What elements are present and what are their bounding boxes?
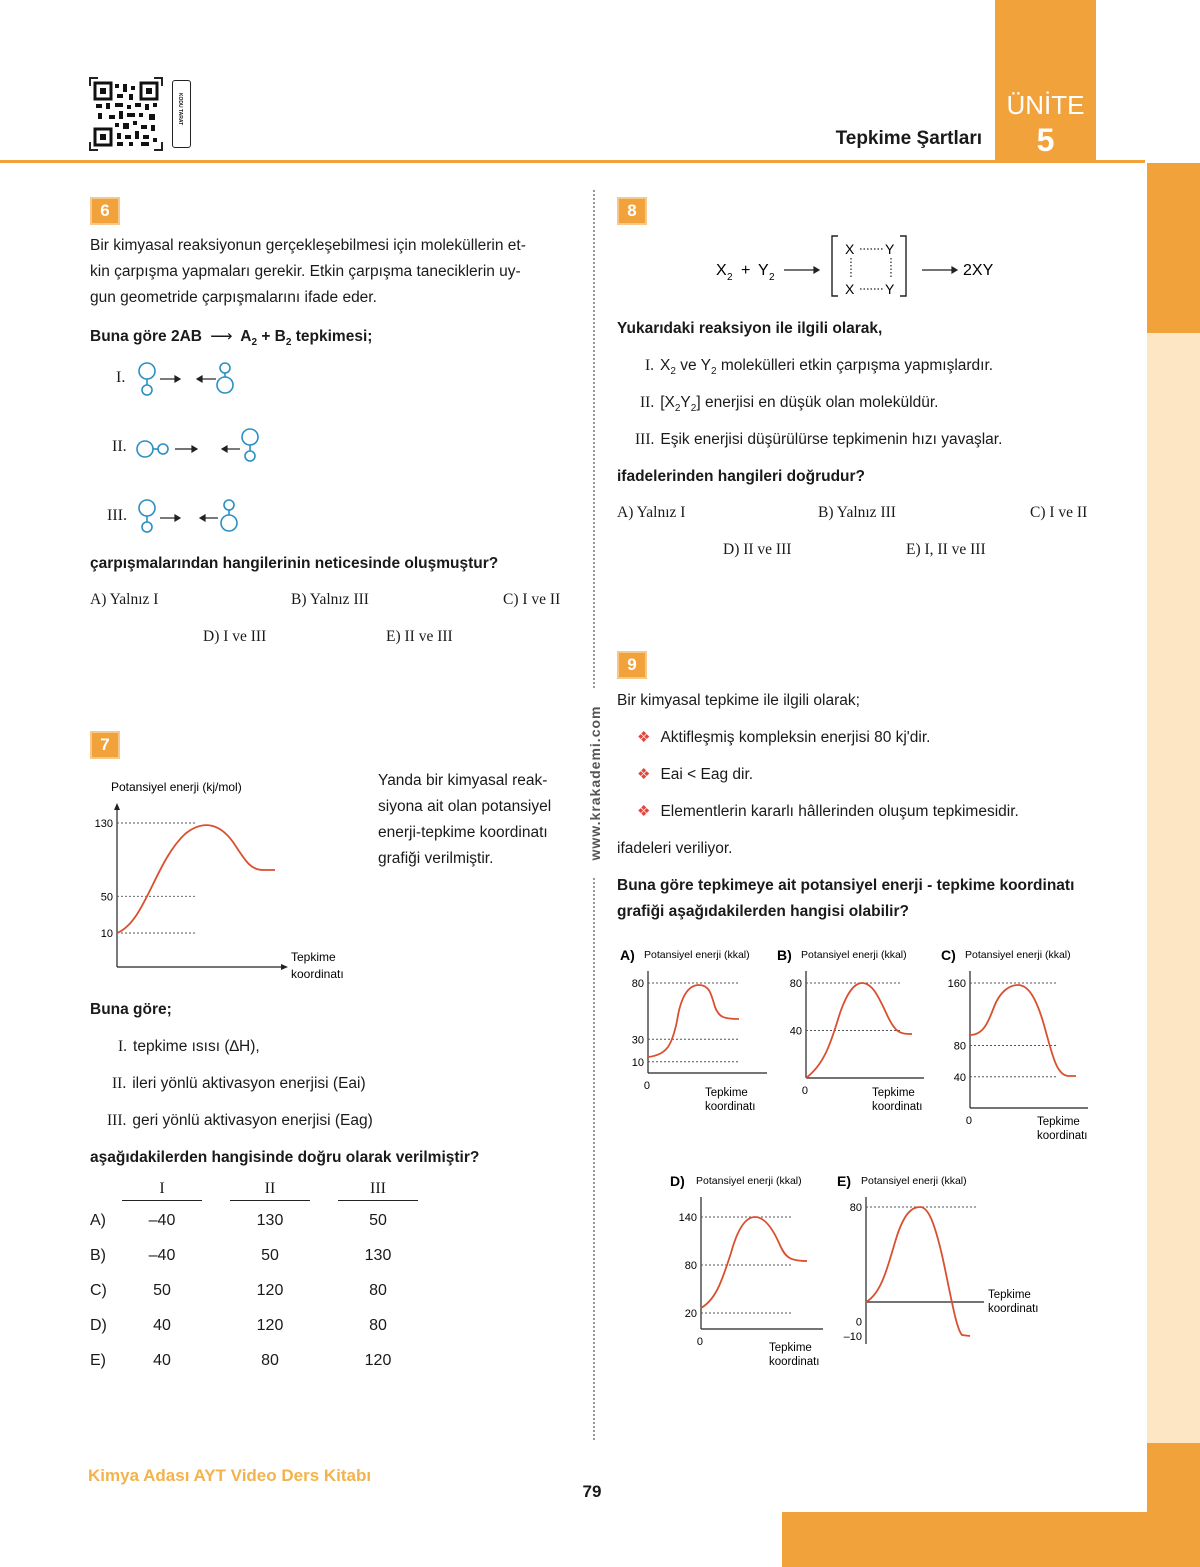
y-tick-label: 10 <box>631 1056 644 1069</box>
q7-row-d-ii: 120 <box>256 1317 284 1334</box>
q6-question: çarpışmalarından hangilerinin neticesinde oluşmuştur? <box>90 555 499 572</box>
q8-item-3 <box>635 427 1002 453</box>
y-tick-label: 140 <box>678 1212 697 1224</box>
q7-row-a[interactable] <box>90 1212 430 1236</box>
reaction-arrow: ⟶ <box>210 328 233 345</box>
q7-table <box>90 1180 430 1380</box>
y-tick-label: 0 <box>696 1336 703 1348</box>
q9-c-ticks <box>948 978 1058 1127</box>
molecule-II-left <box>137 441 153 457</box>
q7-chart-ylabel: Potansiyel enerji (kj/mol) <box>111 780 242 794</box>
q7-curve <box>117 825 275 933</box>
q7-table-header-2: II <box>230 1180 310 1201</box>
y-tick-label: 0 <box>965 1115 972 1127</box>
side-watermark: www.krakademi.com <box>587 688 603 878</box>
y-tick-label: 50 <box>100 891 113 904</box>
q9-b-ylabel: Potansiyel enerji (kkal) <box>801 949 907 961</box>
q8-item-2-text: enerjisi en düşük olan moleküldür. <box>704 394 939 411</box>
svg-text:Y: Y <box>758 262 769 279</box>
svg-text:koordinatı: koordinatı <box>1037 1130 1088 1142</box>
q7-row-c-iii: 80 <box>369 1282 387 1299</box>
y-tick-label: 80 <box>789 978 802 990</box>
svg-text:koordinatı: koordinatı <box>769 1356 820 1368</box>
q9-question-line-1: Buna göre tepkimeye ait potansiyel enerji - tepkime koordinatı <box>617 877 1075 894</box>
q7-item-1-roman: I. <box>118 1038 128 1055</box>
question-7-number: 7 <box>90 731 120 759</box>
q8-item-1-roman: I. <box>645 357 655 374</box>
q7-row-e-ii: 80 <box>261 1352 279 1369</box>
right-margin-band <box>1147 333 1200 1443</box>
q8-item-2-roman: II. <box>640 394 655 411</box>
q9-bullet-1 <box>637 725 930 751</box>
q8-option-d[interactable]: D) II ve III <box>723 541 792 558</box>
svg-text:Tepkime: Tepkime <box>988 1289 1031 1301</box>
collision-diagrams <box>130 355 270 545</box>
q7-row-c-ii: 120 <box>256 1282 284 1299</box>
q8-item-3-text: Eşik enerjisi düşürülürse tepkimenin hızı yavaşlar. <box>660 431 1003 448</box>
q6-line-2: kin çarpışma yapmaları gerekir. Etkin çarpışma taneciklerin uy- <box>90 263 521 280</box>
q6-option-b[interactable]: B) Yalnız III <box>291 591 369 608</box>
question-6-number: 6 <box>90 197 120 225</box>
q6-roman-3: III. <box>107 507 127 524</box>
header-rule <box>0 160 1145 163</box>
q9-bullet-3-text: Elementlerin kararlı hâllerinden oluşum tepkimesidir. <box>660 803 1019 820</box>
q7-chart <box>85 772 365 987</box>
q8-reaction-scheme <box>710 232 1010 302</box>
molecule-III-left <box>139 500 155 516</box>
q9-question <box>617 873 1074 925</box>
unit-label: ÜNİTE <box>1006 90 1085 120</box>
q7-row-e[interactable] <box>90 1352 430 1376</box>
q7-row-d-i: 40 <box>153 1317 171 1334</box>
q7-item-1 <box>118 1034 260 1060</box>
y-tick-label: 80 <box>953 1040 966 1053</box>
q9-chart-e[interactable] <box>834 1169 1049 1349</box>
q9-a-curve <box>648 985 739 1057</box>
q7-side-line-4: grafiği verilmiştir. <box>378 850 494 867</box>
q7-row-a-i: –40 <box>148 1212 176 1229</box>
q7-row-d[interactable] <box>90 1317 430 1341</box>
q9-a-label: A) <box>620 947 635 963</box>
q7-lead: Buna göre; <box>90 1001 172 1018</box>
right-margin-tab-top <box>1147 163 1200 333</box>
q9-e-ylabel: Potansiyel enerji (kkal) <box>861 1175 967 1187</box>
q9-b-label: B) <box>777 947 792 963</box>
q9-bullet-3 <box>637 799 1019 825</box>
q9-chart-a[interactable] <box>617 943 777 1123</box>
q9-c-curve <box>970 985 1076 1076</box>
q9-given: ifadeleri veriliyor. <box>617 840 733 857</box>
y-tick-label: 40 <box>953 1071 966 1084</box>
svg-text:X: X <box>845 241 855 257</box>
diamond-bullet-icon: ❖ <box>637 766 651 783</box>
q9-d-label: D) <box>670 1173 685 1189</box>
q7-row-c-label: C) <box>90 1282 107 1299</box>
q8-product: 2XY <box>963 262 994 279</box>
q6-stem-suffix: tepkimesi; <box>295 328 373 345</box>
q7-row-d-label: D) <box>90 1317 107 1334</box>
q6-paragraph <box>90 233 580 311</box>
q7-row-b-i: –40 <box>148 1247 176 1264</box>
q7-table-header-3: III <box>338 1180 418 1201</box>
q7-row-e-iii: 120 <box>364 1352 392 1369</box>
q8-option-a[interactable]: A) Yalnız I <box>617 504 686 521</box>
q7-side-line-1: Yanda bir kimyasal reak- <box>378 772 548 789</box>
footer-book-title: Kimya Adası AYT Video Ders Kitabı <box>88 1466 372 1485</box>
q9-bullet-2-text: Eai < Eag dir. <box>660 766 754 783</box>
q7-row-b-label: B) <box>90 1247 106 1264</box>
header-title: Tepkime Şartları <box>835 128 982 149</box>
diamond-bullet-icon: ❖ <box>637 803 651 820</box>
q7-item-2-roman: II. <box>112 1075 127 1092</box>
q6-option-d[interactable]: D) I ve III <box>203 628 267 645</box>
q9-e-label: E) <box>837 1173 851 1189</box>
q7-row-b-ii: 50 <box>261 1247 279 1264</box>
page-number: 79 <box>582 1482 602 1501</box>
q7-row-a-label: A) <box>90 1212 106 1229</box>
q7-row-b[interactable] <box>90 1247 430 1271</box>
y-tick-label: 10 <box>100 928 113 940</box>
q6-option-e[interactable]: E) II ve III <box>386 628 453 645</box>
y-tick-label: –10 <box>843 1331 862 1343</box>
q9-c-label: C) <box>941 947 956 963</box>
q9-d-curve <box>701 1217 807 1308</box>
q8-intro: Yukarıdaki reaksiyon ile ilgili olarak, <box>617 320 883 337</box>
svg-text:koordinatı: koordinatı <box>988 1303 1039 1315</box>
q7-row-c-i: 50 <box>153 1282 171 1299</box>
q6-roman-1: I. <box>116 369 126 386</box>
q6-roman-2: II. <box>112 438 127 455</box>
q7-row-e-i: 40 <box>153 1352 171 1369</box>
svg-text:Tepkime: Tepkime <box>1037 1116 1080 1128</box>
molecule-I-right-small <box>220 363 230 373</box>
q9-chart-d[interactable] <box>667 1169 837 1374</box>
q7-item-3-text: geri yönlü aktivasyon enerjisi (Eag) <box>132 1112 373 1129</box>
svg-text:2: 2 <box>769 272 775 283</box>
svg-text:Tepkime: Tepkime <box>705 1087 748 1099</box>
q6-option-a[interactable]: A) Yalnız I <box>90 591 159 608</box>
svg-text:X: X <box>716 262 727 279</box>
molecule-II-right <box>242 429 258 445</box>
q8-item-3-roman: III. <box>635 431 655 448</box>
question-8-number: 8 <box>617 197 647 225</box>
q9-question-line-2: grafiği aşağıdakilerden hangisi olabilir? <box>617 903 909 920</box>
y-tick-label: 0 <box>643 1080 650 1092</box>
q9-chart-b[interactable] <box>774 943 939 1123</box>
q7-side-line-3: enerji-tepkime koordinatı <box>378 824 548 841</box>
q9-bullet-2 <box>637 762 753 788</box>
y-tick-label: 130 <box>94 818 113 830</box>
q8-item-1: I. $X_2$ ve $Y_2$ molekülleri etkin çarpışma yapmışlardır. <box>645 357 994 377</box>
q6-option-c[interactable]: C) I ve II <box>503 591 561 608</box>
q7-row-c[interactable] <box>90 1282 430 1306</box>
q7-item-3 <box>107 1108 373 1134</box>
y-tick-label: 0 <box>855 1316 862 1329</box>
svg-text:koordinatı: koordinatı <box>705 1101 756 1113</box>
molecule-I-left-large <box>139 363 155 379</box>
q8-item-2: II. $[X_2Y_2]$ enerjisi en düşük olan moleküldür. <box>640 394 939 414</box>
question-9-number: 9 <box>617 651 647 679</box>
q9-bullet-1-text: Aktifleşmiş kompleksin enerjisi 80 kj'dir. <box>660 729 931 746</box>
q8-item-1-text: molekülleri etkin çarpışma yapmışlardır. <box>720 357 994 374</box>
q9-d-ylabel: Potansiyel enerji (kkal) <box>696 1175 802 1187</box>
q8-option-e[interactable]: E) I, II ve III <box>906 541 986 558</box>
unit-number: 5 <box>1036 122 1055 158</box>
svg-text:2: 2 <box>727 272 733 283</box>
svg-text:Y: Y <box>885 281 895 297</box>
y-tick-label: 0 <box>801 1085 808 1097</box>
q7-row-d-iii: 80 <box>369 1317 387 1334</box>
q7-item-1-text: tepkime ısısı (∆H), <box>133 1038 260 1055</box>
q8-option-b[interactable]: B) Yalnız III <box>818 504 896 521</box>
q7-item-2-text: ileri yönlü aktivasyon enerjisi (Eai) <box>132 1075 366 1092</box>
y-tick-label: 80 <box>684 1260 697 1272</box>
q6-stem-prefix: Buna göre 2AB <box>90 328 202 345</box>
q7-row-a-ii: 130 <box>256 1212 284 1229</box>
q6-line-1: Bir kimyasal reaksiyonun gerçekleşebilmesi için moleküllerin et- <box>90 237 526 254</box>
q7-row-a-iii: 50 <box>369 1212 387 1229</box>
y-tick-label: 160 <box>947 978 966 990</box>
y-tick-label: 40 <box>789 1025 802 1038</box>
q8-question: ifadelerinden hangileri doğrudur? <box>617 468 866 485</box>
q7-row-b-iii: 130 <box>364 1247 392 1264</box>
q7-side-line-2: siyona ait olan potansiyel <box>378 798 552 815</box>
q7-side-text <box>378 768 578 872</box>
y-tick-label: 30 <box>631 1034 644 1047</box>
svg-text:Tepkime: Tepkime <box>872 1087 915 1099</box>
q9-a-ylabel: Potansiyel enerji (kkal) <box>644 949 750 961</box>
q7-item-3-roman: III. <box>107 1112 127 1129</box>
qr-code[interactable] <box>88 76 164 152</box>
q7-question: aşağıdakilerden hangisinde doğru olarak verilmiştir? <box>90 1149 480 1166</box>
bracket-left <box>832 236 838 296</box>
svg-text:Tepkime: Tepkime <box>769 1342 812 1354</box>
bottom-strip <box>782 1512 1200 1567</box>
q8-option-c[interactable]: C) I ve II <box>1030 504 1088 521</box>
q7-xlabel-1: Tepkime <box>291 950 336 964</box>
q9-intro: Bir kimyasal tepkime ile ilgili olarak; <box>617 692 860 709</box>
q6-stem: Buna göre 2AB ⟶ $A_2 + B_2$ tepkimesi; <box>90 328 373 348</box>
y-tick-label: 80 <box>631 978 644 990</box>
molecule-III-right <box>224 500 234 510</box>
svg-text:koordinatı: koordinatı <box>872 1101 923 1113</box>
bracket-right <box>900 236 906 296</box>
y-tick-label: 80 <box>849 1202 862 1214</box>
q9-chart-c[interactable] <box>938 943 1098 1153</box>
q9-e-curve <box>866 1207 970 1336</box>
svg-text:X: X <box>845 281 855 297</box>
q7-item-2 <box>112 1071 366 1097</box>
y-tick-label: 20 <box>684 1308 697 1320</box>
svg-text:+: + <box>741 262 751 279</box>
q7-xlabel-2: koordinatı <box>291 967 344 981</box>
q9-c-ylabel: Potansiyel enerji (kkal) <box>965 949 1071 961</box>
svg-text:Y: Y <box>885 241 895 257</box>
qr-side-label: KODU TARAT <box>177 92 183 126</box>
q7-row-e-label: E) <box>90 1352 106 1369</box>
diamond-bullet-icon: ❖ <box>637 729 651 746</box>
q7-table-header-1: I <box>122 1180 202 1201</box>
q6-line-3: gun geometride çarpışmalarını ifade eder. <box>90 289 377 306</box>
